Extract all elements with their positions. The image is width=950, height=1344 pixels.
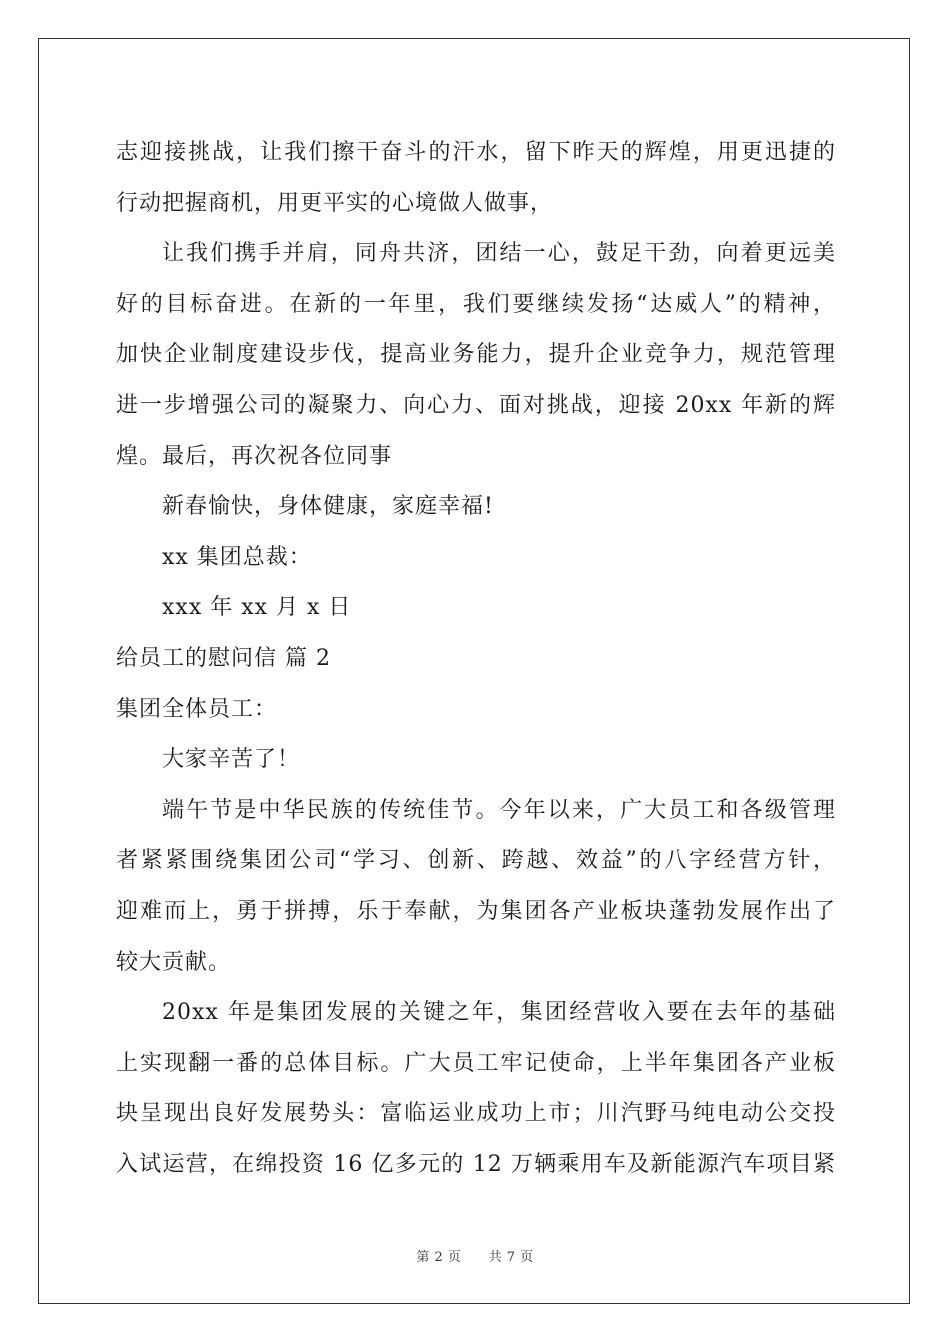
document-body — [116, 128, 836, 1190]
body-text-line: 入试运营，在绵投资 16 亿多元的 12 万辆乘用车及新能源汽车项目紧 — [116, 1151, 836, 1177]
section-heading: 给员工的慰问信 篇 2 — [116, 645, 331, 671]
body-text-line: 加快企业制度建设步伐，提高业务能力，提升企业竞争力，规范管理 — [116, 342, 836, 368]
body-text-line: 进一步增强公司的凝聚力、向心力、面对挑战，迎接 20xx 年新的辉 — [116, 392, 836, 418]
body-text-line: 煌。最后，再次祝各位同事 — [116, 443, 393, 469]
paragraph-start-line: 让我们携手并肩，同舟共济，团结一心，鼓足干劲，向着更远美 — [162, 241, 836, 267]
opening-line: 大家辛苦了！ — [162, 747, 301, 773]
body-text-line: 志迎接挑战，让我们擦干奋斗的汗水，留下昨天的辉煌，用更迅捷的 — [116, 140, 836, 165]
salutation: 集团全体员工： — [116, 696, 278, 722]
page-total: 共 7 页 — [488, 1250, 534, 1265]
signature-title: xx 集团总裁： — [162, 544, 312, 570]
greeting-line: 新春愉快，身体健康，家庭幸福! — [162, 494, 494, 520]
body-text-line: 块呈现出良好发展势头：富临运业成功上市；川汽野马纯电动公交投 — [116, 1101, 836, 1127]
body-text-line: 上实现翻一番的总体目标。广大员工牢记使命，上半年集团各产业板 — [116, 1050, 836, 1076]
paragraph-start-line: 20xx 年是集团发展的关键之年，集团经营收入要在去年的基础 — [162, 1000, 836, 1026]
paragraph-start-line: 端午节是中华民族的传统佳节。今年以来，广大员工和各级管理 — [162, 797, 836, 823]
body-text-line: 者紧紧围绕集团公司“学习、创新、跨越、效益”的八字经营方针， — [116, 848, 836, 874]
body-text-line: 行动把握商机，用更平实的心境做人做事， — [116, 190, 554, 216]
page-footer — [0, 1246, 950, 1265]
page-number: 第 2 页 — [416, 1250, 462, 1265]
body-text-line: 较大贡献。 — [116, 949, 232, 975]
body-text-line: 迎难而上，勇于拼搏，乐于奉献，为集团各产业板块蓬勃发展作出了 — [116, 898, 836, 924]
signature-date: xxx 年 xx 月 x 日 — [162, 595, 352, 621]
body-text-line: 好的目标奋进。在新的一年里，我们要继续发扬“达威人”的精神， — [116, 291, 836, 317]
